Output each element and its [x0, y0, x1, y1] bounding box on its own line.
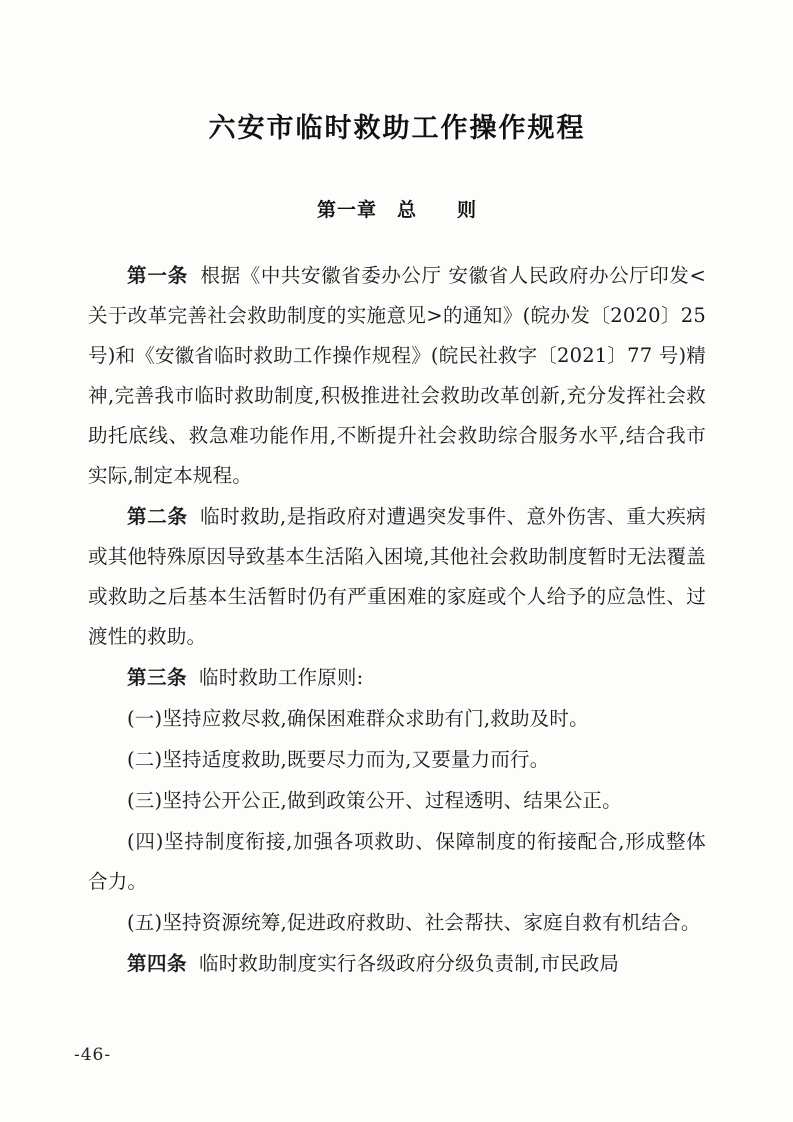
article-label-2: 第二条 — [127, 505, 188, 528]
article-text-4: 临时救助制度实行各级政府分级负责制,市民政局 — [199, 952, 620, 975]
page-number: -46- — [74, 1045, 112, 1065]
article-text-1: 根据《中共安徽省委办公厅 安徽省人民政府办公厅印发<关于改革完善社会救助制度的实施意见>的通知》(皖办发〔2020〕25 号)和《安徽省临时救助工作操作规程》(皖民社救字〔2021〕77 号)精神,完善我市临时救助制度,积极推进社会救助改革创新,充分发挥社会救助托底线、救急难功能作用,不断提升社会救助综合服务水平,结合我市实际,制定本规程。 — [88, 264, 706, 487]
item-text-3: (三)坚持公开公正,做到政策公开、过程透明、结果公正。 — [127, 789, 622, 812]
page-title: 六安市临时救助工作操作规程 — [208, 113, 586, 144]
article-label-4: 第四条 — [127, 952, 188, 975]
article-label-1: 第一条 — [127, 264, 189, 287]
paragraph-item-3 — [88, 781, 706, 821]
chapter-heading: 第一章 总 则 — [316, 199, 477, 221]
paragraph-item-2 — [88, 740, 706, 780]
article-text-2: 临时救助,是指政府对遭遇突发事件、意外伤害、重大疾病或其他特殊原因导致基本生活陷入困境,其他社会救助制度暂时无法覆盖或救助之后基本生活暂时仍有严重困难的家庭或个人给予的应急性、过渡性的救助。 — [88, 505, 706, 648]
paragraph-item-5 — [88, 903, 706, 943]
article-label-3: 第三条 — [127, 666, 188, 689]
item-text-1: (一)坚持应救尽救,确保困难群众求助有门,救助及时。 — [127, 707, 589, 730]
paragraph-article-4 — [88, 944, 706, 984]
paragraph-article-3 — [88, 658, 706, 698]
article-text-3: 临时救助工作原则: — [199, 666, 364, 689]
document-body — [88, 96, 706, 985]
paragraph-item-1 — [88, 699, 706, 739]
item-text-4: (四)坚持制度衔接,加强各项救助、保障制度的衔接配合,形成整体合力。 — [88, 830, 706, 893]
paragraph-article-1 — [88, 256, 706, 496]
item-text-2: (二)坚持适度救助,既要尽力而为,又要量力而行。 — [127, 748, 550, 771]
paragraph-item-4 — [88, 822, 706, 902]
item-text-5: (五)坚持资源统筹,促进政府救助、社会帮扶、家庭自救有机结合。 — [127, 911, 701, 934]
paragraph-article-2 — [88, 497, 706, 657]
